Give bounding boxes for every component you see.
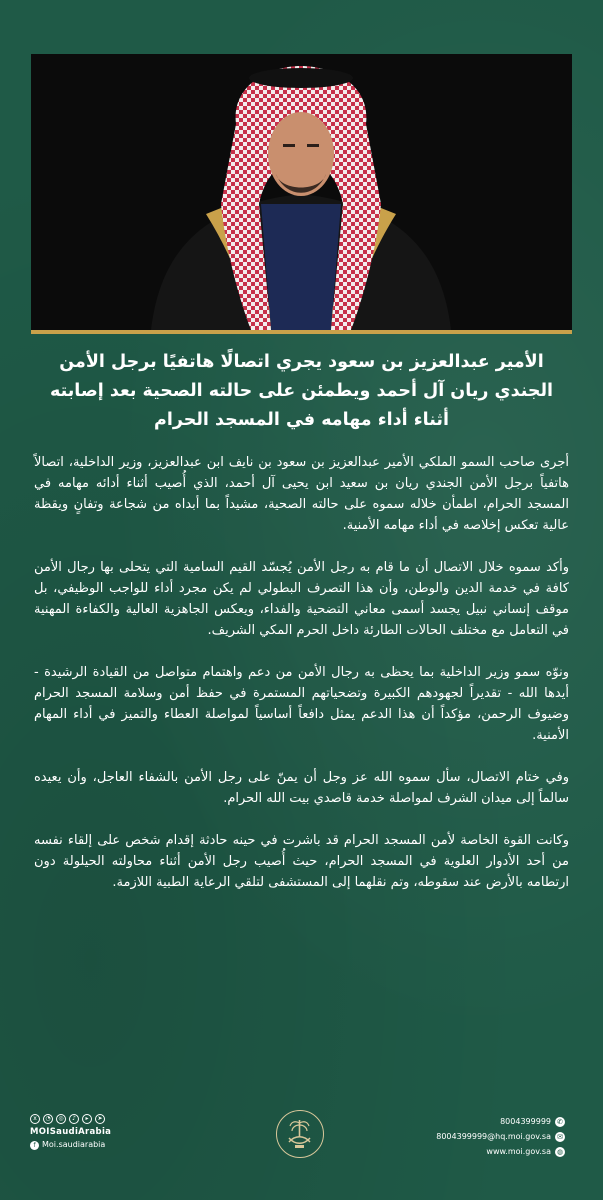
headline-line: أثناء أداء مهامه في المسجد الحرام	[154, 410, 449, 430]
paragraph: ونوّه سمو وزير الداخلية بما يحظى به رجال الأمن من دعم واهتمام متواصل من القيادة الرشيدة - أيدها الله - تقديراً لجهودهم الكبيرة وتضحياتهم المستمرة في حفظ أمن وسلامة المسجد الحرام وضيوف الرحمن، مؤكداً أن هذا الدعم يمثل دافعاً أساسياً لمواصلة العطاء والتميز في أداء المهام الأمنية.	[34, 665, 569, 743]
phone-number: 8004399999	[500, 1117, 551, 1126]
paragraph: أجرى صاحب السمو الملكي الأمير عبدالعزيز بن سعود بن نايف ابن عبدالعزيز، وزير الداخلية، اتصالاً هاتفياً برجل الأمن الجندي ريان بن سعيد ابن يحيى آل أحمد، الذي أُصيب أثناء أدائه مهامه في المسجد الحرام، اطمأن خلاله سموه على حالته الصحية، مشيداً بما أبداه من شجاعة وتفانٍ ويقظة عالية تعكس إخلاصه في أداء مهامه الأمنية.	[34, 455, 569, 533]
moi-emblem	[276, 1110, 324, 1158]
palm-swords-icon	[277, 1111, 322, 1156]
facebook-icon: f	[30, 1141, 39, 1150]
x-icon[interactable]: x	[30, 1114, 40, 1124]
headline-line: الجندي ريان آل أحمد ويطمئن على حالته الصحية بعد إصابته	[49, 381, 554, 401]
paragraph: وفي ختام الاتصال، سأل سموه الله عز وجل أن يمنّ على رجل الأمن بالشفاء العاجل، وأن يعيده سالماً إلى ميدان الشرف لمواصلة خدمة قاصدي بيت الله الحرام.	[34, 770, 569, 806]
gold-divider	[31, 330, 572, 334]
social-icons	[30, 1114, 111, 1124]
snapchat-icon[interactable]: ◔	[43, 1114, 53, 1124]
instagram-icon[interactable]: ◎	[56, 1114, 66, 1124]
facebook-link[interactable]	[30, 1139, 111, 1151]
portrait-photo	[31, 54, 572, 330]
phone-row[interactable]	[436, 1114, 565, 1129]
website-row[interactable]	[436, 1144, 565, 1159]
telegram-icon[interactable]: ➤	[95, 1114, 105, 1124]
paragraph: وكانت القوة الخاصة لأمن المسجد الحرام قد باشرت في حينه حادثة إقدام شخص على إلقاء نفسه من أحد الأدوار العلوية في المسجد الحرام، حيث أُصيب رجل الأمن أثناء محاولته الحيلولة دون ارتطامه بالأرض عند سقوطه، وتم نقلهما إلى المستشفى لتلقي الرعاية الطبية اللازمة.	[34, 833, 569, 890]
email-address: 8004399999@hq.moi.gov.sa	[436, 1132, 551, 1141]
paragraph: وأكد سموه خلال الاتصال أن ما قام به رجل الأمن يُجسّد القيم السامية التي يتحلى بها رجال الأمن كافة في خدمة الدين والوطن، وأن هذا التصرف البطولي لم يكن مجرد أداء للواجب الوظيفي، بل موقف إنساني نبيل يجسد أسمى معاني التضحية والفداء، ويعكس الجاهزية العالية والكفاءة المهنية في التعامل مع مختلف الحالات الطارئة داخل الحرم المكي الشريف.	[34, 560, 569, 638]
phone-icon: ✆	[555, 1117, 565, 1127]
headline	[30, 348, 573, 435]
tiktok-icon[interactable]: ♪	[69, 1114, 79, 1124]
article-body	[34, 452, 569, 914]
email-icon: ✉	[555, 1132, 565, 1142]
contact-block	[436, 1114, 565, 1159]
website-url: www.moi.gov.sa	[486, 1147, 551, 1156]
email-row[interactable]	[436, 1129, 565, 1144]
portrait-illustration	[31, 54, 572, 330]
social-handle[interactable]: MOISaudiArabia	[30, 1127, 112, 1137]
youtube-icon[interactable]: ▸	[82, 1114, 92, 1124]
facebook-handle: Moi.saudiarabia	[42, 1140, 106, 1149]
social-block	[30, 1114, 111, 1151]
globe-icon: ◍	[556, 1147, 564, 1156]
footer	[0, 1108, 603, 1168]
headline-line: الأمير عبدالعزيز بن سعود يجري اتصالًا هاتفيًا برجل الأمن	[59, 352, 544, 372]
